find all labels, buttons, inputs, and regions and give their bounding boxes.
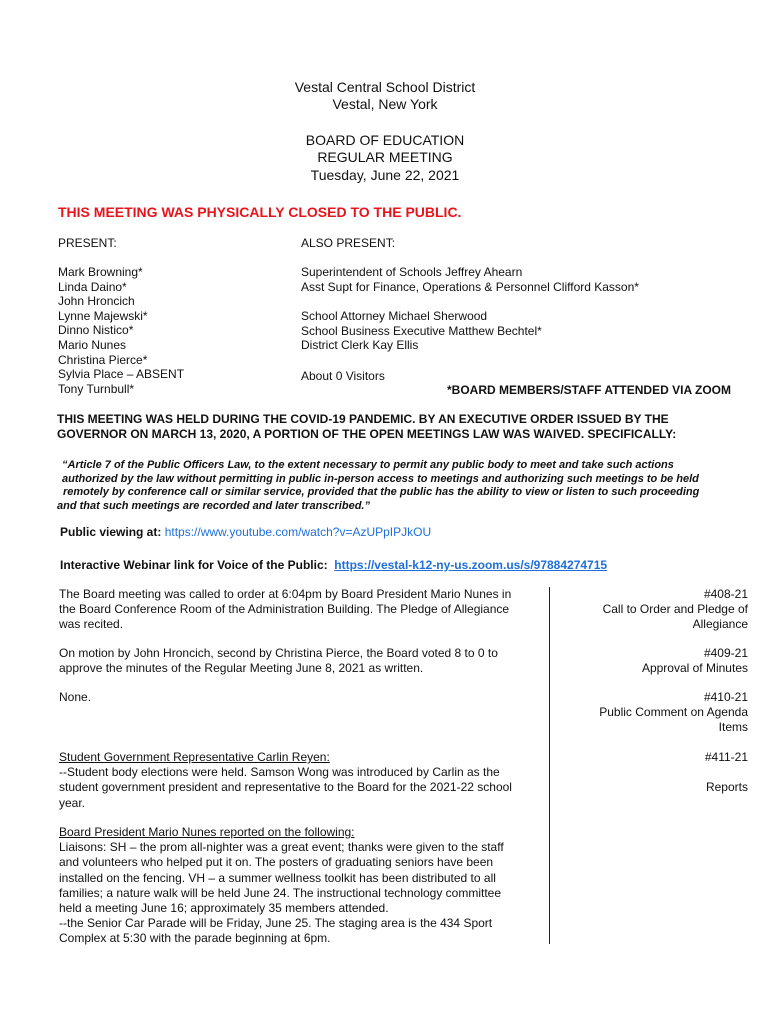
law-quote	[57, 459, 747, 513]
column-divider	[549, 587, 550, 944]
district-location: Vestal, New York	[332, 96, 438, 112]
minutes-item-approval	[59, 646, 539, 676]
zoom-link[interactable]: https://vestal-k12-ny-us.zoom.us/s/97884274715	[334, 558, 608, 572]
item-line: --the Senior Car Parade will be Friday, June 25. The staging area is the 434 Sport	[59, 916, 493, 931]
minutes-item-call-to-order	[59, 587, 539, 633]
webinar-label: Interactive Webinar link for Voice of the Public:	[60, 558, 328, 572]
webinar	[60, 558, 607, 572]
public-viewing	[60, 525, 431, 539]
member: Sylvia Place – ABSENT	[58, 367, 185, 382]
item-line: families; a nature walk will be held June 24. The instructional technology committee	[59, 885, 502, 900]
side-label-408	[560, 587, 748, 633]
item-title: Approval of Minutes	[641, 661, 748, 676]
closed-notice: THIS MEETING WAS PHYSICALLY CLOSED TO THE PUBLIC.	[58, 204, 462, 220]
item-title: Public Comment on Agenda	[599, 705, 748, 720]
covid-notice	[57, 412, 757, 442]
quote-line: authorized by the law without permitting in public in-person access to meetings and authorizing such meetings to be held	[62, 472, 699, 485]
meeting-type: REGULAR MEETING	[317, 149, 453, 165]
staff-member: School Business Executive Matthew Bechtel*	[301, 323, 542, 338]
quote-line: remotely by conference call or similar service, provided that the public has the ability to view or listen to such proceeding	[63, 486, 700, 499]
item-number: #411-21	[704, 750, 748, 764]
youtube-link[interactable]: https://www.youtube.com/watch?v=AzUPpIPJkOU	[164, 525, 432, 539]
item-line: approve the minutes of the Regular Meeting June 8, 2021 as written.	[59, 661, 424, 676]
member: Mario Nunes	[58, 337, 127, 352]
district-name: Vestal Central School District	[294, 79, 476, 95]
member: Linda Daino*	[58, 279, 127, 294]
present-heading: PRESENT:	[58, 236, 117, 250]
public-viewing-label: Public viewing at:	[60, 525, 162, 539]
staff-member: District Clerk Kay Ellis	[301, 338, 419, 353]
staff-group-1	[301, 265, 639, 294]
also-present-heading: ALSO PRESENT:	[301, 236, 396, 250]
item-number: #408-21	[703, 587, 748, 601]
staff-group-2	[301, 309, 542, 353]
staff-member: School Attorney Michael Sherwood	[301, 309, 488, 323]
zoom-note: *BOARD MEMBERS/STAFF ATTENDED VIA ZOOM	[447, 383, 731, 397]
item-number: #410-21	[703, 690, 748, 704]
visitors-count: About 0 Visitors	[301, 369, 385, 383]
item-line: the Board Conference Room of the Administration Building. The Pledge of Allegiance	[59, 602, 510, 617]
item-line: --Student body elections were held. Samson Wong was introduced by Carlin as the	[59, 765, 500, 780]
side-label-411	[560, 750, 748, 796]
item-title: Call to Order and Pledge of	[602, 602, 748, 617]
item-line: student government president and representative to the Board for the 2021-22 school	[59, 780, 512, 795]
member: Dinno Nistico*	[58, 323, 134, 338]
member: Tony Turnbull*	[58, 381, 135, 396]
item-line: Liaisons: SH – the prom all-nighter was a great event; thanks were given to the staff	[59, 840, 504, 855]
minutes-item-president-report	[59, 825, 539, 947]
item-line: Complex at 5:30 with the parade beginning at 6pm.	[59, 931, 331, 946]
item-heading: Board President Mario Nunes reported on the following:	[59, 825, 355, 839]
item-line: The Board meeting was called to order at 6:04pm by Board President Mario Nunes in	[59, 587, 512, 601]
member: Lynne Majewski*	[58, 308, 148, 323]
board-title: BOARD OF EDUCATION	[305, 132, 465, 148]
staff-member: Asst Supt for Finance, Operations & Personnel Clifford Kasson*	[301, 279, 639, 294]
item-line: year.	[59, 795, 86, 810]
member: Christina Pierce*	[58, 352, 148, 367]
minutes-item-public-comment	[59, 690, 539, 705]
item-title: Reports	[705, 780, 748, 795]
item-spacer	[560, 765, 748, 780]
minutes-item-student-report	[59, 750, 539, 811]
item-title: Allegiance	[692, 617, 748, 632]
meeting-date: Tuesday, June 22, 2021	[310, 167, 460, 183]
present-list	[58, 265, 184, 396]
item-heading: Student Government Representative Carlin Reyen:	[59, 750, 330, 764]
item-line: and volunteers who helped put it on. The posters of graduating seniors have been	[59, 855, 494, 870]
item-line: installed on the fencing. VH – a summer wellness toolkit has been distributed to all	[59, 870, 496, 885]
member: John Hroncich	[58, 294, 135, 309]
side-label-410	[560, 690, 748, 736]
item-line: None.	[59, 690, 92, 704]
side-label-409	[560, 646, 748, 676]
item-line: held a meeting June 16; approximately 35 members attended.	[59, 901, 389, 916]
quote-line: and that such meetings are recorded and later transcribed.”	[57, 499, 370, 512]
item-number: #409-21	[703, 646, 748, 660]
covid-line: GOVERNOR ON MARCH 13, 2020, A PORTION OF THE OPEN MEETINGS LAW WAS WAIVED. SPECIFICALLY:	[57, 427, 677, 441]
item-title: Items	[718, 720, 748, 735]
staff-member: Superintendent of Schools Jeffrey Ahearn	[301, 265, 523, 279]
item-line: was recited.	[59, 617, 124, 632]
covid-line: THIS MEETING WAS HELD DURING THE COVID-19 PANDEMIC. BY AN EXECUTIVE ORDER ISSUED BY THE	[57, 412, 669, 426]
quote-line: “Article 7 of the Public Officers Law, to the extent necessary to permit any public body to meet and take such actions	[62, 459, 674, 471]
member: Mark Browning*	[58, 265, 143, 279]
item-line: On motion by John Hroncich, second by Christina Pierce, the Board voted 8 to 0 to	[59, 646, 498, 660]
